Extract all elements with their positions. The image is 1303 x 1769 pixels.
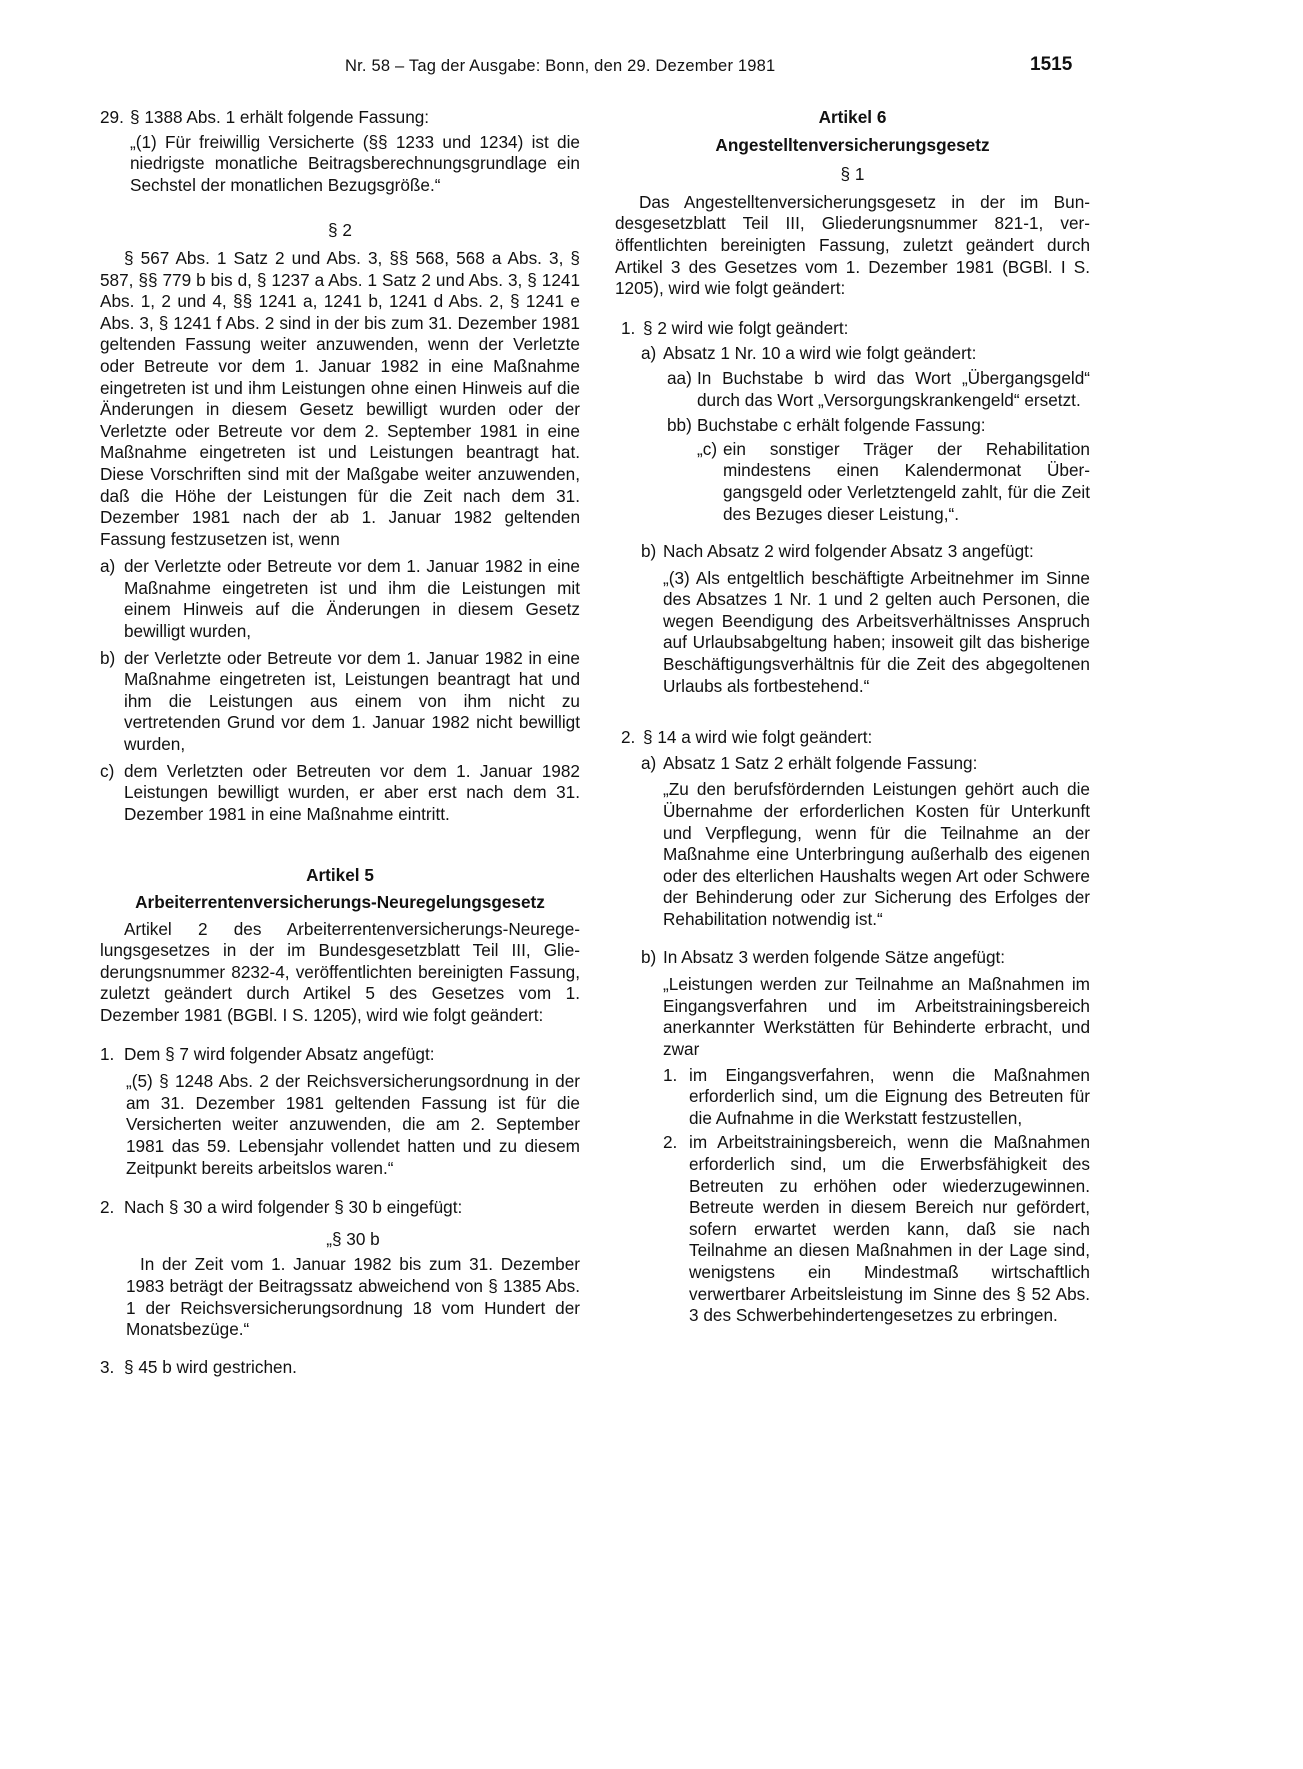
quoted-paragraph: In der Zeit vom 1. Januar 1982 bis zum 31. Dezember 1983 beträgt der Beitragssatz abweichend von § 1385 Abs. 1 der Reichsversicherungsordnung 18 vom Hundert der Monatsbezüge.“ <box>126 1254 580 1340</box>
item-text: § 2 wird wie folgt geändert: <box>643 317 849 338</box>
quoted-paragraph: „(1) Für freiwillig Versicherte (§§ 1233 und 1234) ist die niedrigste monatliche Beitragsberechnungsgrundlage ein Sechstel der monatlichen Bezugsgröße.“ <box>130 131 580 195</box>
item-label: b) <box>100 647 116 668</box>
item-label: „c) <box>697 438 718 459</box>
item-text: Absatz 1 Satz 2 erhält folgende Fassung: <box>663 752 978 773</box>
list-item <box>641 541 1090 563</box>
item-label: bb) <box>667 415 692 436</box>
list-item <box>100 1044 580 1066</box>
item-text: der Verletzte oder Betreute vor dem 1. Januar 1982 in eine Maßnahme eingetreten ist, Leistungen beantragt hat und ihm die Leistungen aus einem von ihm nicht zu vertretenden Grund vor dem 1. Januar 1982 nicht bewilligt wurden, <box>124 647 580 755</box>
quoted-paragraph: „Zu den berufsfördernden Leistungen gehört auch die Übernahme der erforderlichen Kosten für Unterkunft und Verpflegung, wenn für die Teilnahme an der Maßnahme eine Unterbringung außerhalb des eigenen oder des elterlichen Haushalts wegen Art oder Schwere der Behinderung oder zur Sicherung des Erfolges der Rehabilitation notwendig ist.“ <box>663 779 1090 929</box>
item-label: 2. <box>621 727 636 748</box>
item-label: 2. <box>100 1197 115 1218</box>
item-text: In Absatz 3 werden folgende Sätze angefügt: <box>663 946 1006 967</box>
item-text: Absatz 1 Nr. 10 a wird wie folgt geändert: <box>663 343 977 364</box>
list-item <box>667 368 1090 411</box>
item-label: 2. <box>663 1132 678 1153</box>
item-label: c) <box>100 760 115 781</box>
section-heading: „§ 30 b <box>326 1228 380 1249</box>
issue-line: Nr. 58 – Tag der Ausgabe: Bonn, den 29. Dezember 1981 <box>345 57 776 75</box>
list-item <box>663 1065 1090 1130</box>
list-item <box>663 1132 1090 1326</box>
item-label: a) <box>641 343 657 364</box>
item-label: aa) <box>667 367 692 388</box>
item-text: § 45 b wird gestrichen. <box>124 1356 297 1377</box>
right-column <box>615 107 1090 1327</box>
article-title: Artikel 5 <box>306 865 374 886</box>
page-header <box>0 56 1303 82</box>
list-item <box>100 648 580 756</box>
item-text: § 1388 Abs. 1 erhält folgende Fassung: <box>130 107 430 127</box>
item-text: Buchstabe c erhält folgende Fassung: <box>697 415 986 436</box>
article-subtitle: Angestelltenversicherungsgesetz <box>715 134 990 155</box>
item-label: 1. <box>663 1064 678 1085</box>
list-item <box>100 761 580 826</box>
item-text: Nach Absatz 2 wird folgender Absatz 3 angefügt: <box>663 541 1034 562</box>
item-text: im Eingangsverfahren, wenn die Maßnahmen erforderlich sind, um die Eignung des Betreuten für die Aufnahme in die Werkstatt festzustellen, <box>689 1064 1090 1128</box>
list-item <box>621 318 1090 340</box>
section-heading: § 1 <box>840 164 865 185</box>
item-text: Nach § 30 a wird folgender § 30 b eingefügt: <box>124 1197 463 1218</box>
list-item <box>641 947 1090 969</box>
list-item <box>641 753 1090 775</box>
list-item <box>697 439 1090 525</box>
article-title: Artikel 6 <box>818 107 887 127</box>
left-column <box>100 107 580 1378</box>
list-item <box>100 1197 580 1219</box>
page-number: 1515 <box>1030 54 1073 75</box>
item-text: der Verletzte oder Betreute vor dem 1. Januar 1982 in eine Maßnahme eingetreten ist und ihm die Leistungen mit einem Hinweis auf die Änderungen in diesem Gesetz bewilligt wurden, <box>124 556 580 642</box>
list-item <box>100 556 580 642</box>
item-text: dem Verletzten oder Betreuten vor dem 1. Januar 1982 Leistungen bewilligt wurden, er aber erst nach dem 31. Dezember 1981 in eine Maßnahme eintritt. <box>124 760 580 824</box>
article-subtitle: Arbeiterrentenversicherungs-Neuregelungsgesetz <box>135 892 545 912</box>
item-text: im Arbeitstrainingsbereich, wenn die Maßnahmen erforderlich sind, um die Erwerbsfähigkeit des Betreuten zu erhöhen oder wiederzugewinnen. Betreute werden in diesem Bereich nur gefördert, sofern erwartet werden kann, daß sie nach Teilnahme an diesen Maßnahmen in der Lage sind, wenigstens ein Mindestmaß wirtschaftlich verwertbarer Arbeitsleistung im Sinne des § 52 Abs. 3 des Schwerbehindertengesetzes zu erbringen. <box>689 1132 1090 1326</box>
item-text: Dem § 7 wird folgender Absatz angefügt: <box>124 1043 435 1064</box>
item-text: ein sonstiger Träger der Rehabilitation mindestens einen Kalendermonat Übergangsgeld oder Verletztengeld zahlt, für die Zeit des Bezuges dieser Leistung,“. <box>723 438 1090 524</box>
item-29 <box>100 107 580 129</box>
list-item <box>621 727 1090 749</box>
item-label: 1. <box>100 1043 115 1064</box>
item-label: 3. <box>100 1356 115 1377</box>
quoted-paragraph: „(5) § 1248 Abs. 2 der Reichsversicherungsordnung in der am 31. Dezember 1981 geltenden Fassung ist für die Versicherten weiter anzuwenden, die am 2. September 1981 das 59. Lebensjahr vollendet hatten und zu diesem Zeitpunkt bereits arbeitslos waren.“ <box>126 1071 580 1178</box>
quoted-paragraph: „Leistungen werden zur Teilnahme an Maßnahmen im Eingangsverfahren und im Arbeitstrainingsbereich anerkannter Werkstätten für Behinderte erbracht, und zwar <box>663 974 1090 1059</box>
quoted-paragraph: „(3) Als entgeltlich beschäftigte Arbeitnehmer im Sinne des Absatzes 1 Nr. 1 und 2 gelten auch Personen, die wegen Beendigung des Arbeitsverhältnisses Anspruch auf Urlaubsabgeltung haben; insoweit gilt das bisherige Beschäftigungsverhältnis für die Zeit des abgegoltenen Urlaubs als fortbestehend.“ <box>663 567 1090 696</box>
item-label: b) <box>641 946 657 967</box>
item-label: a) <box>641 752 657 773</box>
section-heading: § 2 <box>328 220 352 241</box>
list-item <box>667 415 1090 437</box>
item-label: 1. <box>621 317 636 338</box>
item-text: In Buchstabe b wird das Wort „Übergangsgeld“ durch das Wort „Versorgungskrankengeld“ ersetzt. <box>697 367 1090 410</box>
list-item <box>641 343 1090 365</box>
list-item <box>100 1357 580 1379</box>
paragraph: § 567 Abs. 1 Satz 2 und Abs. 3, §§ 568, 568 a Abs. 3, § 587, §§ 779 b bis d, § 1237 a Abs. 1 Satz 2 und Abs. 3, § 1241 Abs. 1, 2 und 4, §§ 1241 a, 1241 b, 1241 d Abs. 2, § 1241 e Abs. 3, § 1241 f Abs. 2 sind in der bis zum 31. Dezember 1981 geltenden Fassung weiter anzuwenden, wenn der Verletzte oder Betreute vor dem 1. Januar 1982 in eine Maßnahme eingetreten ist und ihm Leistungen ohne einen Hinweis auf die Änderungen in diesem Gesetz bewilligt wurden oder der Verletzte oder Betreute vor dem 2. September 1981 in eine Maßnahme eingetreten ist und Leistungen beantragt hat. Diese Vorschriften sind mit der Maßgabe weiter anzuwenden, daß die Höhe der Leistungen für die Zeit nach dem 31. Dezember 1981 nach der ab 1. Januar 1982 geltenden Fassung festzusetzen ist, wenn <box>100 247 580 549</box>
paragraph: Artikel 2 des Arbeiterrentenversicherungs-Neuregelungsgesetzes in der im Bundesgesetzblatt Teil III, Gliederungsnummer 8232-4, veröffentlichten bereinigten Fassung, zuletzt geändert durch Artikel 5 des Gesetzes vom 1. Dezember 1981 (BGBl. I S. 1205), wird wie folgt geändert: <box>100 918 580 1025</box>
item-label: b) <box>641 541 657 562</box>
item-label: a) <box>100 556 116 577</box>
item-label: 29. <box>100 107 124 127</box>
item-text: § 14 a wird wie folgt geändert: <box>643 727 873 748</box>
paragraph: Das Angestelltenversicherungsgesetz in der im Bundesgesetzblatt Teil III, Gliederungsnummer 821-1, veröffentlichten bereinigten Fassung, zuletzt geändert durch Artikel 3 des Gesetzes vom 1. Dezember 1981 (BGBl. I S. 1205), wird wie folgt geändert: <box>615 191 1090 299</box>
